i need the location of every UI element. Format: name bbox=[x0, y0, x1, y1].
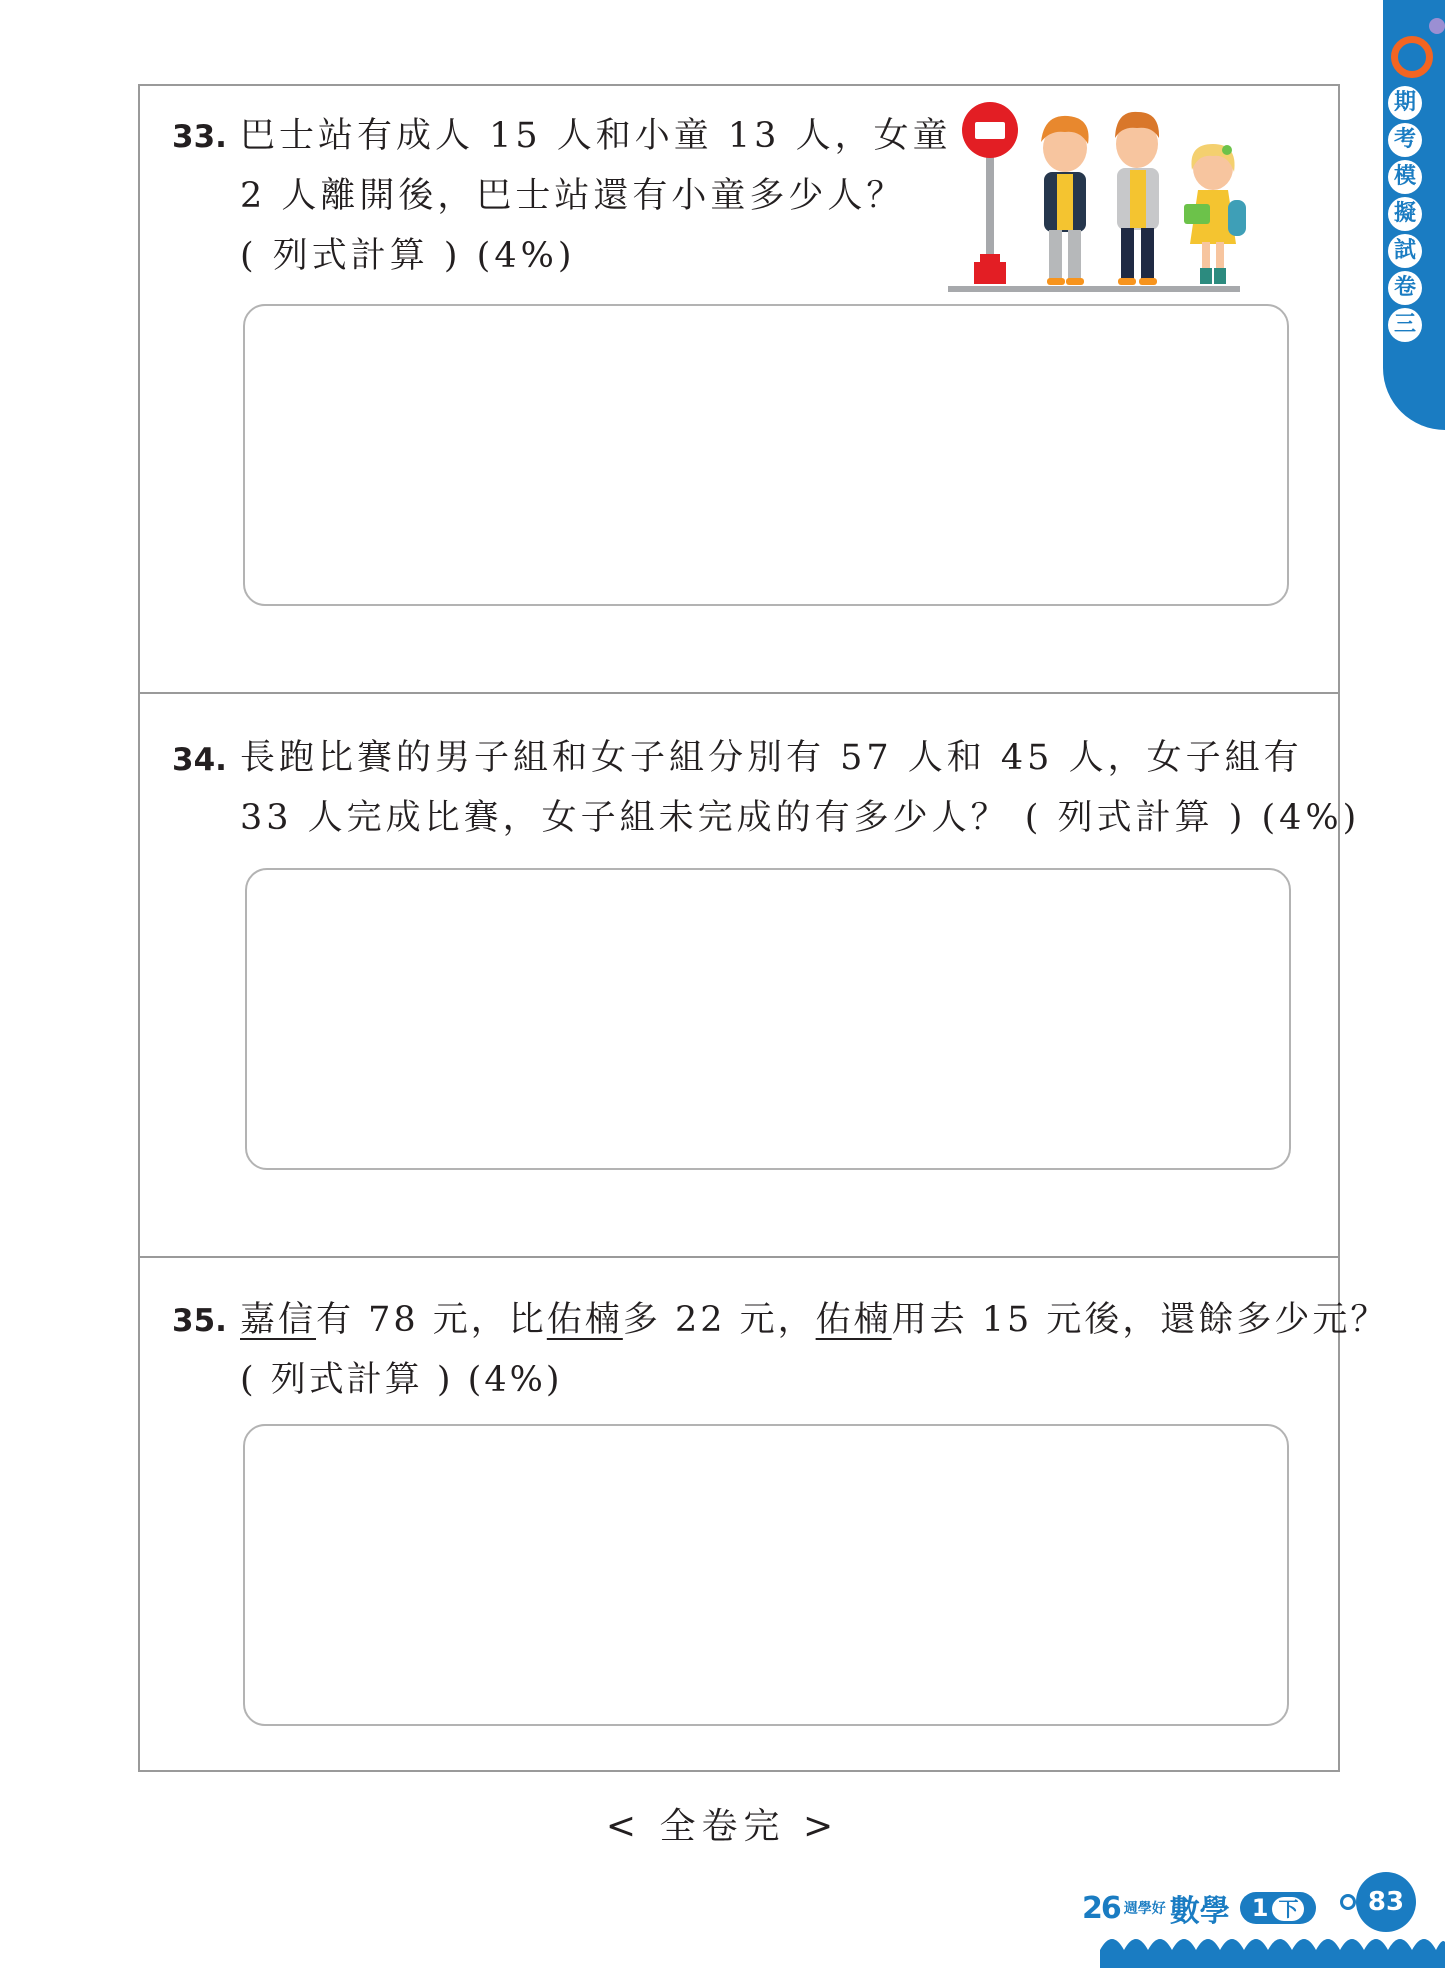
question-35-number: 35. bbox=[172, 1303, 227, 1339]
end-of-paper-text: < 全卷完 > bbox=[605, 1806, 840, 1847]
name-youlan: 佑楠 bbox=[815, 1300, 892, 1340]
brand-small-text: 週學好 bbox=[1123, 1901, 1166, 1917]
boy-1-figure bbox=[1041, 116, 1089, 285]
brand-number: 26 bbox=[1082, 1890, 1120, 1926]
name-youlan: 佑楠 bbox=[546, 1300, 623, 1340]
decorative-dot bbox=[1429, 18, 1445, 34]
question-33-line-3: ( 列式計算 ) (4%) bbox=[240, 236, 576, 276]
question-35-line-1 bbox=[240, 1290, 1388, 1350]
footer-brand-logo bbox=[1082, 1886, 1316, 1930]
side-tab-char: 三 bbox=[1388, 308, 1422, 342]
page-ring-icon bbox=[1340, 1894, 1356, 1910]
grade-badge bbox=[1240, 1892, 1317, 1924]
question-35-line-2: ( 列式計算 ) (4%) bbox=[240, 1360, 563, 1400]
wave-decoration bbox=[1100, 1928, 1445, 1968]
side-tab-char: 考 bbox=[1388, 123, 1422, 157]
ring-icon bbox=[1391, 36, 1433, 78]
question-34-line-1: 長跑比賽的男子組和女子組分別有 57 人和 45 人，女子組有 bbox=[240, 738, 1303, 778]
question-35-seg: 用去 15 元後，還餘多少元？ bbox=[891, 1300, 1389, 1340]
side-tab-char: 模 bbox=[1388, 160, 1422, 194]
girl-figure bbox=[1184, 144, 1246, 284]
side-tab-char: 擬 bbox=[1388, 197, 1422, 231]
section-divider bbox=[138, 692, 1340, 694]
answer-box-33[interactable] bbox=[243, 304, 1289, 606]
question-33-line-1: 巴士站有成人 15 人和小童 13 人，女童 bbox=[240, 116, 952, 156]
question-34-number: 34. bbox=[172, 742, 227, 778]
grade-number: 1 bbox=[1251, 1894, 1269, 1922]
answer-box-35[interactable] bbox=[243, 1424, 1289, 1726]
side-tab-char: 試 bbox=[1388, 234, 1422, 268]
side-tab-char: 卷 bbox=[1388, 271, 1422, 305]
question-35-text bbox=[240, 1290, 1388, 1410]
grade-suffix: 下 bbox=[1272, 1897, 1304, 1921]
question-33-text bbox=[240, 106, 952, 286]
question-33-line-2: 2 人離開後，巴士站還有小童多少人？ bbox=[240, 176, 906, 216]
question-33-number: 33. bbox=[172, 119, 227, 155]
brand-subject: 數學 bbox=[1169, 1894, 1230, 1929]
side-tab-char: 期 bbox=[1388, 86, 1422, 120]
question-34-line-2: 33 人完成比賽，女子組未完成的有多少人？ ( 列式計算 ) (4%) bbox=[240, 798, 1361, 838]
answer-box-34[interactable] bbox=[245, 868, 1291, 1170]
section-divider bbox=[138, 1256, 1340, 1258]
page-number: 83 bbox=[1356, 1872, 1416, 1932]
bus-stop-illustration bbox=[948, 92, 1248, 300]
question-35-seg: 多 22 元， bbox=[622, 1300, 816, 1340]
name-jiaxin: 嘉信 bbox=[240, 1300, 317, 1340]
question-35-seg: 有 78 元，比 bbox=[316, 1300, 547, 1340]
question-34-text bbox=[240, 728, 1360, 848]
boy-2-figure bbox=[1115, 112, 1159, 285]
